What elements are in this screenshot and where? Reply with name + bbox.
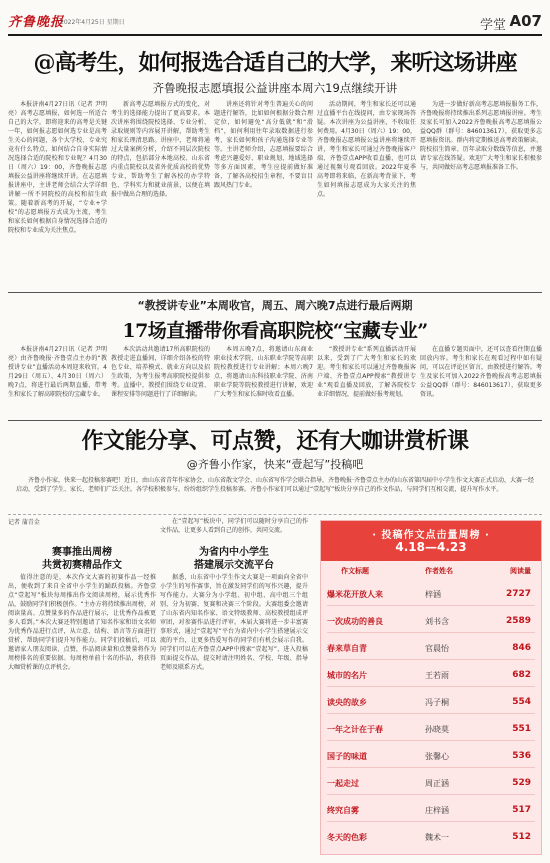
article2-column-3: 本周五晚7点，将邀请山东商业职业技术学院、山东职业学院等高职院校教授进行专业讲解；本周六晚7点，将邀请山东科技职业学院、济南职业学院等院校教授进行讲解，欢迎广大考生和家长准时收看直播。 (214, 346, 313, 398)
newspaper-logo: 齐鲁晚报 (8, 15, 65, 30)
row-author: 王若雨 (425, 671, 449, 680)
article1-column-5: 为进一步做好新高考志愿填报服务工作，齐鲁晚报将持续推出系列志愿填报讲座。考生及家长可加入2022齐鲁晚报高考志愿填报公益QQ群（群号：846013617），获取更多志愿填报资讯。群内将定期推送高考政策解读、院校招生简章、历年录取分数线等信息，并邀请专家在线答疑。欢迎广大考生和家长积极参与，共同做好高考志愿填报准备工作。 (420, 101, 542, 171)
ranking-row (327, 688, 535, 714)
row-author: 周正涵 (425, 779, 449, 788)
row-reads: 551 (512, 724, 531, 734)
row-reads: 554 (512, 697, 531, 707)
article3-subheadline: @齐鲁小作家，快来“壹起写”投稿吧 (186, 458, 364, 471)
section-divider (8, 420, 542, 421)
row-title: 冬天的色彩 (327, 833, 367, 842)
row-title: 读央的故乡 (327, 698, 367, 707)
row-title: 一次成功的善良 (327, 617, 383, 626)
article1-column-4: 活动期间，考生和家长还可以通过直播平台在线提问，由专家现场答疑。本次讲座为公益讲座，不收取任何费用。4月30日（周六）19：00，齐鲁晚报志愿填报公益讲座将继续开讲，考生和家长可通过齐鲁晚报客户端、齐鲁壹点APP收看直播，也可以通过视频号观看回放。2022年夏季高考即将来临，在新高考背景下，考生如何填报志愿成为大家关注的焦点。 (317, 101, 416, 198)
column2-heading: 为省内中小学生 搭建展示交流平台 (194, 547, 274, 571)
article1-column-2: 新高考志愿填报方式的变化，对考生的选择能力提出了更高要求。本次讲座将围绕院校选择、专业分析、录取规则等内容展开讲解，帮助考生和家长理清思路。讲座中，老师将通过大量案例分析，介绍不同层次院校的特点，包括部分本地高校、山东省内重点院校以及省外优质高校的优势专业，帮助考生了解各校的办学特色、学科实力和就业前景，以便在填报中做出合理的选择。 (111, 101, 210, 198)
ranking-row (327, 769, 535, 795)
ranking-box (320, 520, 542, 855)
masthead (8, 8, 542, 34)
row-author: 庄梓涵 (425, 806, 449, 815)
article2-column-2: 本次活动共邀请17所高职院校的教授走进直播间，详细介绍各校的特色专业、培养模式、就业方向以及招生政策，为考生报考高职院校提供参考。直播中，教授们围绕专业设置、课程安排等问题进行了详细解读。 (111, 346, 210, 398)
row-reads: 512 (512, 832, 531, 842)
row-title: 一年之计在于春 (327, 725, 383, 734)
article1-headline: @高考生，如何报选合适自己的大学，来听这场讲座 (33, 50, 517, 76)
ranking-header (321, 521, 541, 561)
article1-subheadline: 齐鲁晚报志愿填报公益讲座本周六19点继续开讲 (152, 81, 398, 95)
ranking-row (327, 607, 535, 633)
issue-date: 2022年4月25日 星期日 (60, 19, 125, 26)
col-header-title: 作文标题 (341, 567, 369, 575)
article3-upper-text: 在“壹起写”板块中，同学们可以随时分享自己的作文作品，让更多人看到自己的创作，共同交流。 (160, 518, 308, 534)
page-number: A07 (509, 12, 542, 30)
ranking-row (327, 661, 535, 687)
row-reads: 2589 (505, 616, 531, 626)
ranking-date-range: 4.18—4.23 (395, 540, 467, 554)
ranking-row (327, 580, 535, 606)
row-title: 一起走过 (327, 779, 359, 788)
row-reads: 2727 (505, 589, 531, 599)
row-title: 国子的味道 (327, 752, 367, 761)
row-title: 爆米花开放人来 (327, 590, 383, 599)
section-name: 学堂 (479, 18, 506, 33)
article2-column-4: “教授讲专业”系列直播活动开展以来，受到了广大考生和家长的欢迎。考生和家长可以通过齐鲁晚报客户端、齐鲁壹点APP搜索“教授讲专业”观看直播及回放，了解各院校专业详细情况，提前做好报考规划。 (317, 346, 416, 398)
row-author: 冯子桐 (425, 698, 449, 707)
ranking-row (327, 634, 535, 660)
ranking-row (327, 796, 535, 822)
row-title: 城市的名片 (327, 671, 367, 680)
row-author: 梓涵 (425, 590, 441, 599)
ranking-row (327, 823, 535, 849)
col-header-author: 作者姓名 (425, 567, 453, 575)
column1-heading: 赛事推出周榜 共赏初赛精品作文 (42, 547, 122, 571)
article2-headline: 17场直播带你看高职院校“宝藏专业” (122, 320, 428, 342)
article1-column-1: 本报济南4月27日讯（记者 尹明亮）高考志愿填报，如何选一所适合自己的大学，即将迎来的高考是关键一年，如何报志愿如何选专业是高考生关心的问题，各个大学校、专业究竟有什么特点，如何结合自身实际情况选择合适的院校和专业呢？4月30日（周六）19：00，齐鲁晚报志愿填报公益讲座将继续开讲。在志愿填报讲座中，主讲老师会结合大学详细讲解一所不同院校的高校和招生政策。随着新高考的开展，“专业+学校”的志愿填报方式成为主流，考生和家长如何根据自身情况选择合适的院校和专业成为关注焦点。 (8, 101, 107, 234)
row-reads: 846 (512, 643, 531, 653)
article2-column-5: 在直播专题页面中，还可以查看往期直播回放内容。考生和家长在观看过程中如有疑问，可以在评论区留言，由教授进行解答。考生及家长可加入2022齐鲁晚报高考志愿填报公益QQ群（群号：846013617），获取更多资讯。 (420, 346, 542, 398)
ranking-title: · 投稿作文点击量周榜 · (372, 530, 490, 541)
article3-column-1: 值得注意的是，本次作文大赛的初赛作品一经推出，便收到了来自全省中小学生的踊跃投稿。齐鲁壹点“壹起写”板块每周推出作文阅读周榜，展示优秀作品，鼓励同学们积极创作。“主办方将持续推出周榜，对阅读量高、点赞量多的作品进行展示，让优秀作品被更多人看到。”本次大赛还特别邀请了知名作家和语文名师为优秀作品进行点评，从立意、结构、语言等方面进行赏析，帮助同学们提升写作能力。同学们投稿后，可以邀请家人朋友阅读、点赞，作品阅读量和点赞量将作为周榜排名的重要依据。每周榜单前十名的作品，将获得大咖赏析课的点评机会。 (8, 574, 156, 671)
ranking-row (327, 715, 535, 741)
masthead-rule (8, 34, 542, 36)
ranking-column-headers (327, 566, 535, 578)
row-author: 孙晓莫 (425, 725, 449, 734)
article3-headline: 作文能分享、可点赞，还有大咖讲赏析课 (81, 428, 469, 454)
dashed-divider (8, 514, 542, 515)
row-title: 春来草自青 (327, 644, 367, 653)
row-author: 张馨心 (425, 752, 449, 761)
row-reads: 536 (512, 751, 531, 761)
row-reads: 517 (512, 805, 531, 815)
article2-column-1: 本报济南4月27日讯（记者 尹明亮）由齐鲁晚报·齐鲁壹点主办的“教授讲专业”直播活动本周迎来收官。4月29日（周五）、4月30日（周六）晚7点，将进行最后两期直播，带考生和家长了解高职院校的宝藏专业。 (8, 346, 107, 398)
row-reads: 682 (512, 670, 531, 680)
article1-column-3: 讲座还将针对考生普遍关心的问题进行解答，比如如何根据分数合理定位，如何避免“高分低就”和“滑档”，如何利用往年录取数据进行参考，家长如何和孩子沟通选择专业等等。主讲老师介绍，志愿填报要综合考虑兴趣爱好、职业规划、地域选择等多方面因素，考生应提前做好准备，了解各高校招生章程，不要盲目跟风热门专业。 (214, 101, 313, 189)
article2-kicker: “教授讲专业”本周收官，周五、周六晚7点进行最后两期 (137, 299, 413, 312)
row-author: 官晨怡 (425, 644, 449, 653)
row-author: 魏术一 (425, 833, 449, 842)
row-author: 刘书含 (425, 617, 449, 626)
byline: 记者 蒲青金 (8, 519, 40, 526)
col-header-reads: 阅读量 (510, 567, 531, 575)
ranking-row (327, 742, 535, 768)
article3-column-2: 据悉，山东省中小学生作文大赛是一项面向全省中小学生的写作赛事，旨在激发同学们的写作兴趣，提升写作能力。大赛分为小学组、初中组、高中组三个组别，分为初赛、复赛和决赛三个阶段。大赛组委会邀请了山东省内知名作家、语文特级教师、高校教授组成评审团，对参赛作品进行评审。本届大赛将进一步丰富赛事形式，通过“壹起写”平台为省内中小学生搭建展示交流的平台，让更多热爱写作的同学们有机会展示自我。同学们可以在齐鲁壹点APP中搜索“壹起写”，进入投稿页面提交作品，提交时请注明姓名、学校、年级、指导老师及联系方式。 (160, 574, 308, 671)
section-divider (8, 292, 542, 293)
row-reads: 529 (512, 778, 531, 788)
article3-intro: 齐鲁小作家，快来一起投稿参赛吧！近日，由山东省青年作家协会、山东省散文学会、山东省写作学会联合指导，齐鲁晚报·齐鲁壹点主办的山东省第四届中小学生作文大赛正式启动，大赛一经启动，受到了学生、家长、老师们广泛关注。各学校积极参与，纷纷组织学生投稿参赛。齐鲁小作家们可以通过“壹起写”板块分享自己的作文作品，与同学们互相交流，提升写作水平。 (16, 477, 534, 493)
row-title: 终究自雾 (327, 806, 359, 815)
